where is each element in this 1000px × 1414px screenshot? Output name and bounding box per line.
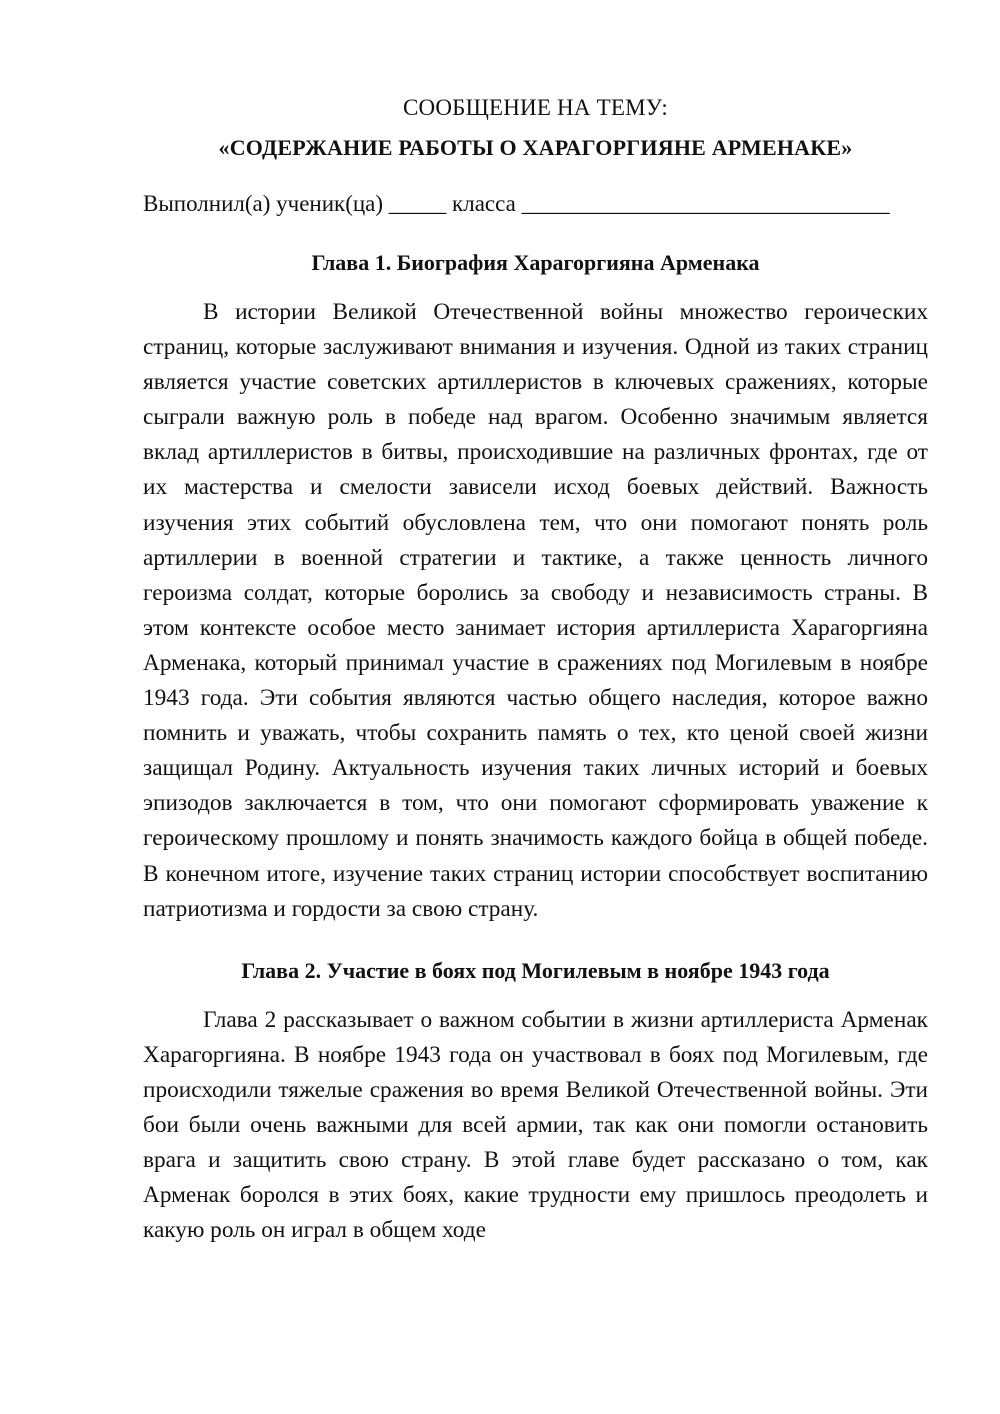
author-line: Выполнил(а) ученик(ца) _____ класса ________________________________ [143, 191, 890, 216]
chapter-1-heading: Глава 1. Биография Харагоргияна Арменака [311, 250, 760, 275]
document-title: «СОДЕРЖАНИЕ РАБОТЫ О ХАРАГОРГИЯНЕ АРМЕНАКЕ» [218, 135, 853, 160]
chapter-2-heading: Глава 2. Участие в боях под Могилевым в ноябре 1943 года [241, 957, 830, 983]
chapter-1-paragraph: В истории Великой Отечественной войны множество героических страниц, которые заслуживают внимания и изучения. Одной из таких страниц является участие советских артиллеристов в ключевых сражениях, которые сыграли важную роль в победе над врагом. Особенно значимым является вклад артиллеристов в битвы, происходившие на различных фронтах, где от их мастерства и смелости зависели исход боевых действий. Важность изучения этих событий обусловлена тем, что они помогают понять роль артиллерии в военной стратегии и тактике, а также ценность личного героизма солдат, которые боролись за свободу и независимость страны. В этом контексте особое место занимает история артиллериста Харагоргияна Арменака, который принимал участие в сражениях под Могилевым в ноябре 1943 года. Эти события являются частью общего наследия, которое важно помнить и уважать, чтобы сохранить память о тех, кто ценой своей жизни защищал Родину. Актуальность изучения таких личных историй и боевых эпизодов заключается в том, что они помогают сформировать уважение к героическому прошлому и понять значимость каждого бойца в общей победе. В конечном итоге, изучение таких страниц истории способствует воспитанию патриотизма и гордости за свою страну. [143, 299, 928, 922]
chapter-2-paragraph: Глава 2 рассказывает о важном событии в жизни артиллериста Арменак Харагоргияна. В ноябре 1943 года он участвовал в боях под Могилевым, где происходили тяжелые сражения во время Великой Отечественной войны. Эти бои были очень важными для всей армии, так как они помогли остановить врага и защитить свою страну. В этой главе будет рассказано о том, как Арменак боролся в этих боях, какие трудности ему пришлось преодолеть и какую роль он играл в общем ходе [143, 1006, 928, 1244]
document-page [143, 88, 928, 1248]
title-line-1: СООБЩЕНИЕ НА ТЕМУ: [403, 95, 668, 120]
